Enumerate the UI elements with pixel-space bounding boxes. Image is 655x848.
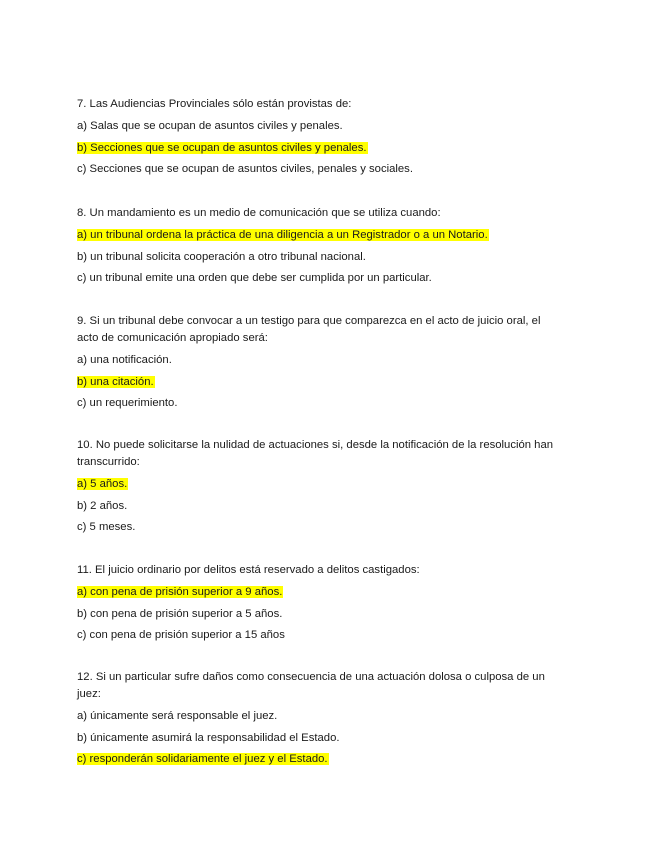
answer-option-text: a) Salas que se ocupan de asuntos civiles y penales. bbox=[77, 120, 343, 132]
answer-option-c bbox=[77, 161, 587, 178]
highlighted-correct-answer: a) con pena de prisión superior a 9 años. bbox=[77, 586, 283, 598]
answer-option-c bbox=[77, 751, 587, 768]
question-stem-line: 10. No puede solicitarse la nulidad de actuaciones si, desde la notificación de la resolución han bbox=[77, 439, 554, 451]
question-stem-line: 7. Las Audiencias Provinciales sólo están provistas de: bbox=[77, 98, 352, 110]
question-stem-line: acto de comunicación apropiado será: bbox=[77, 332, 268, 344]
question-stem bbox=[77, 96, 587, 113]
question-stem-line: 8. Un mandamiento es un medio de comunicación que se utiliza cuando: bbox=[77, 207, 441, 219]
question-11 bbox=[77, 562, 587, 644]
question-stem-line: transcurrido: bbox=[77, 456, 140, 468]
question-stem bbox=[77, 205, 587, 222]
question-10 bbox=[77, 437, 587, 536]
question-stem-line: juez: bbox=[77, 688, 101, 700]
question-stem bbox=[77, 562, 587, 579]
answer-option-a bbox=[77, 118, 587, 135]
answer-option-text: b) un tribunal solicita cooperación a otro tribunal nacional. bbox=[77, 250, 366, 263]
answer-option-a bbox=[77, 584, 587, 601]
answer-option-c bbox=[77, 519, 587, 536]
answer-option-b bbox=[77, 374, 587, 391]
answer-option-text: b) con pena de prisión superior a 5 años. bbox=[77, 607, 283, 620]
answer-option-text: a) una notificación. bbox=[77, 354, 172, 366]
answer-option-text: c) con pena de prisión superior a 15 años bbox=[77, 629, 285, 641]
highlighted-correct-answer: b) Secciones que se ocupan de asuntos civiles y penales. bbox=[77, 141, 367, 154]
answer-option-text: c) un tribunal emite una orden que debe ser cumplida por un particular. bbox=[77, 272, 432, 284]
highlighted-correct-answer: a) 5 años. bbox=[77, 478, 128, 490]
question-12 bbox=[77, 669, 587, 768]
question-7 bbox=[77, 96, 587, 178]
question-stem bbox=[77, 669, 587, 703]
answer-option-text: c) 5 meses. bbox=[77, 521, 136, 533]
question-8 bbox=[77, 205, 587, 287]
answer-option-c bbox=[77, 395, 587, 412]
answer-option-a bbox=[77, 708, 587, 725]
answer-option-b bbox=[77, 498, 587, 515]
highlighted-correct-answer: a) un tribunal ordena la práctica de una diligencia a un Registrador o a un Notario. bbox=[77, 229, 488, 241]
answer-option-c bbox=[77, 270, 587, 287]
answer-option-text: b) 2 años. bbox=[77, 499, 128, 512]
answer-option-b bbox=[77, 140, 587, 157]
question-stem-line: 11. El juicio ordinario por delitos está reservado a delitos castigados: bbox=[77, 564, 420, 576]
answer-option-a bbox=[77, 352, 587, 369]
highlighted-correct-answer: c) responderán solidariamente el juez y el Estado. bbox=[77, 753, 328, 765]
question-stem-line: 12. Si un particular sufre daños como consecuencia de una actuación dolosa o culposa de un bbox=[77, 671, 545, 683]
answer-option-b bbox=[77, 730, 587, 747]
question-stem bbox=[77, 437, 587, 471]
answer-option-text: a) únicamente será responsable el juez. bbox=[77, 710, 278, 722]
answer-option-b bbox=[77, 249, 587, 266]
answer-option-text: c) un requerimiento. bbox=[77, 397, 178, 409]
answer-option-b bbox=[77, 606, 587, 623]
answer-option-c bbox=[77, 627, 587, 644]
question-stem bbox=[77, 313, 587, 347]
question-stem-line: 9. Si un tribunal debe convocar a un testigo para que comparezca en el acto de juicio oral, el bbox=[77, 315, 541, 327]
answer-option-a bbox=[77, 227, 587, 244]
question-9 bbox=[77, 313, 587, 412]
answer-option-a bbox=[77, 476, 587, 493]
answer-option-text: b) únicamente asumirá la responsabilidad el Estado. bbox=[77, 731, 340, 744]
answer-option-text: c) Secciones que se ocupan de asuntos civiles, penales y sociales. bbox=[77, 163, 413, 175]
highlighted-correct-answer: b) una citación. bbox=[77, 375, 154, 388]
